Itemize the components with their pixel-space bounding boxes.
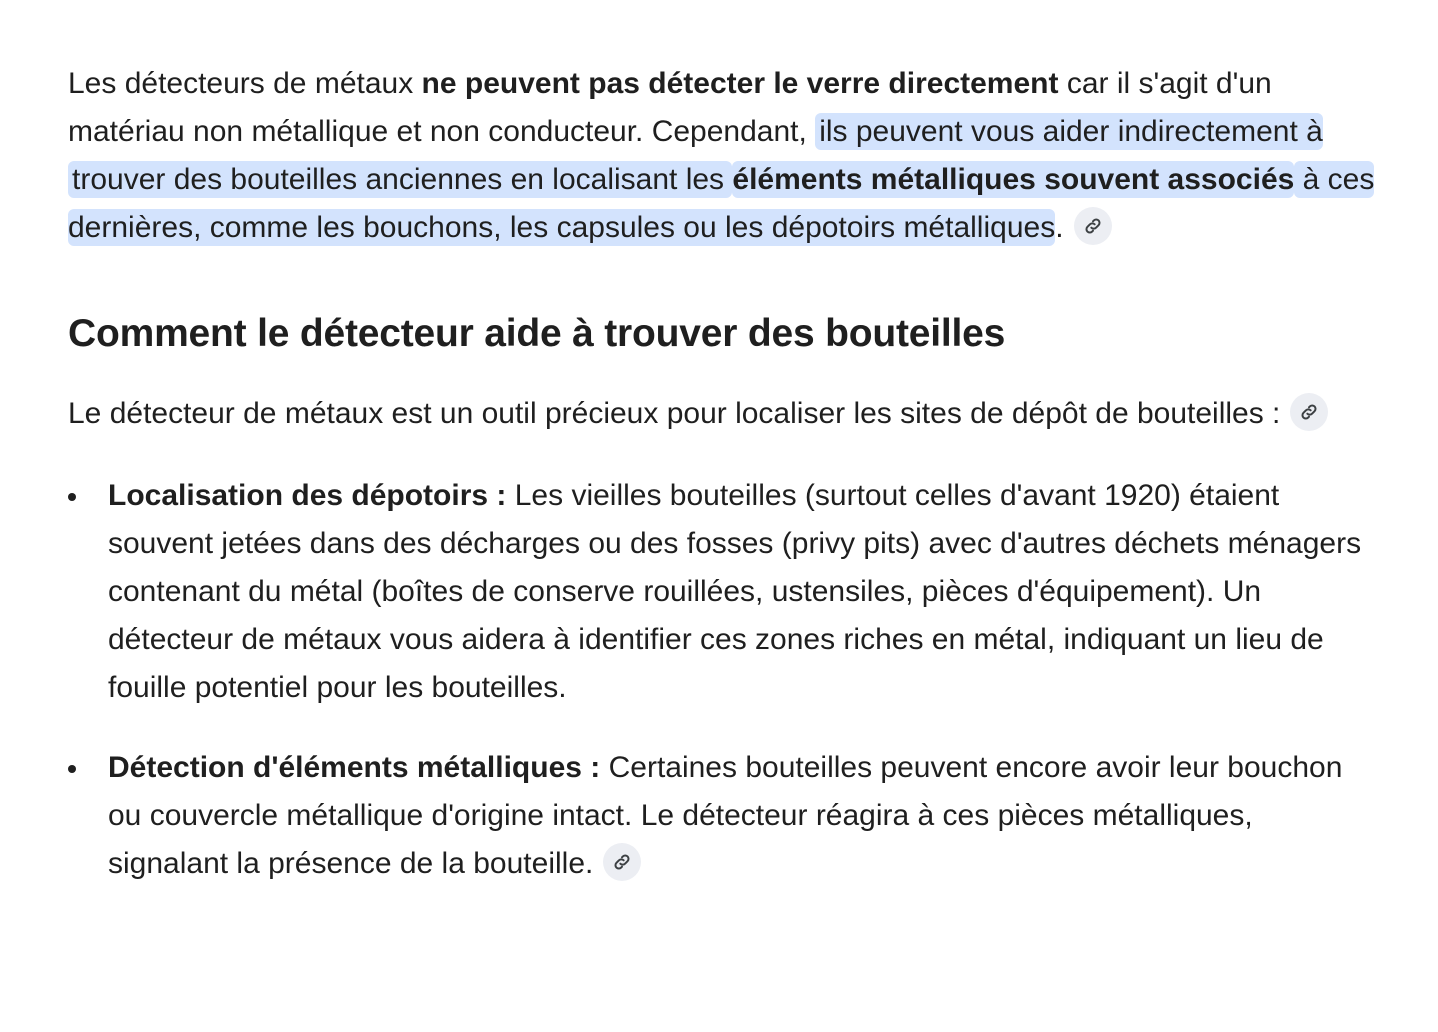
intro-text-2: car il s'agit d'un matériau non métallique et non conducteur. Cependant,	[68, 67, 1272, 148]
response-content	[68, 60, 1378, 920]
intro-bold-claim: ne peuvent pas détecter le verre directement	[421, 67, 1059, 100]
source-link-button[interactable]	[1290, 393, 1328, 431]
section-intro	[68, 390, 1378, 438]
list-item-text: Certaines bouteilles peuvent encore avoir leur bouchon ou couvercle métallique d'origine intact. Le détecteur réagira à ces pièces métalliques, signalant la présence de la bouteille.	[108, 751, 1343, 880]
list-item	[68, 472, 1378, 712]
highlighted-text-end[interactable]: à ces dernières, comme les bouchons, les capsules ou les dépotoirs métalliques	[68, 163, 1375, 244]
list-item-label: Détection d'éléments métalliques :	[108, 751, 601, 784]
list-item	[68, 744, 1378, 888]
section-heading: Comment le détecteur aide à trouver des bouteilles	[68, 312, 1006, 355]
intro-paragraph	[68, 60, 1378, 252]
source-link-button[interactable]	[603, 843, 641, 881]
highlighted-bold-text[interactable]: éléments métalliques souvent associés	[732, 163, 1295, 196]
section-intro-text: Le détecteur de métaux est un outil précieux pour localiser les sites de dépôt de bouteilles :	[68, 397, 1281, 430]
link-icon	[612, 852, 632, 872]
link-icon	[1083, 216, 1103, 236]
list-item-text: Les vieilles bouteilles (surtout celles d'avant 1920) étaient souvent jetées dans des décharges ou des fosses (privy pits) avec d'autres déchets ménagers contenant du métal (boîtes de conserve rouillées, ustensiles, pièces d'équipement). Un détecteur de métaux vous aidera à identifier ces zones riches en métal, indiquant un lieu de fouille potentiel pour les bouteilles.	[108, 479, 1362, 704]
list-item-label: Localisation des dépotoirs :	[108, 479, 507, 512]
source-link-button[interactable]	[1074, 207, 1112, 245]
link-icon	[1299, 402, 1319, 422]
bullet-list	[68, 472, 1378, 888]
intro-text-3: .	[1055, 211, 1064, 244]
highlighted-text[interactable]: ils peuvent vous aider indirectement à trouver des bouteilles anciennes en localisant les	[68, 113, 1323, 198]
intro-text-1: Les détecteurs de métaux	[68, 67, 422, 100]
